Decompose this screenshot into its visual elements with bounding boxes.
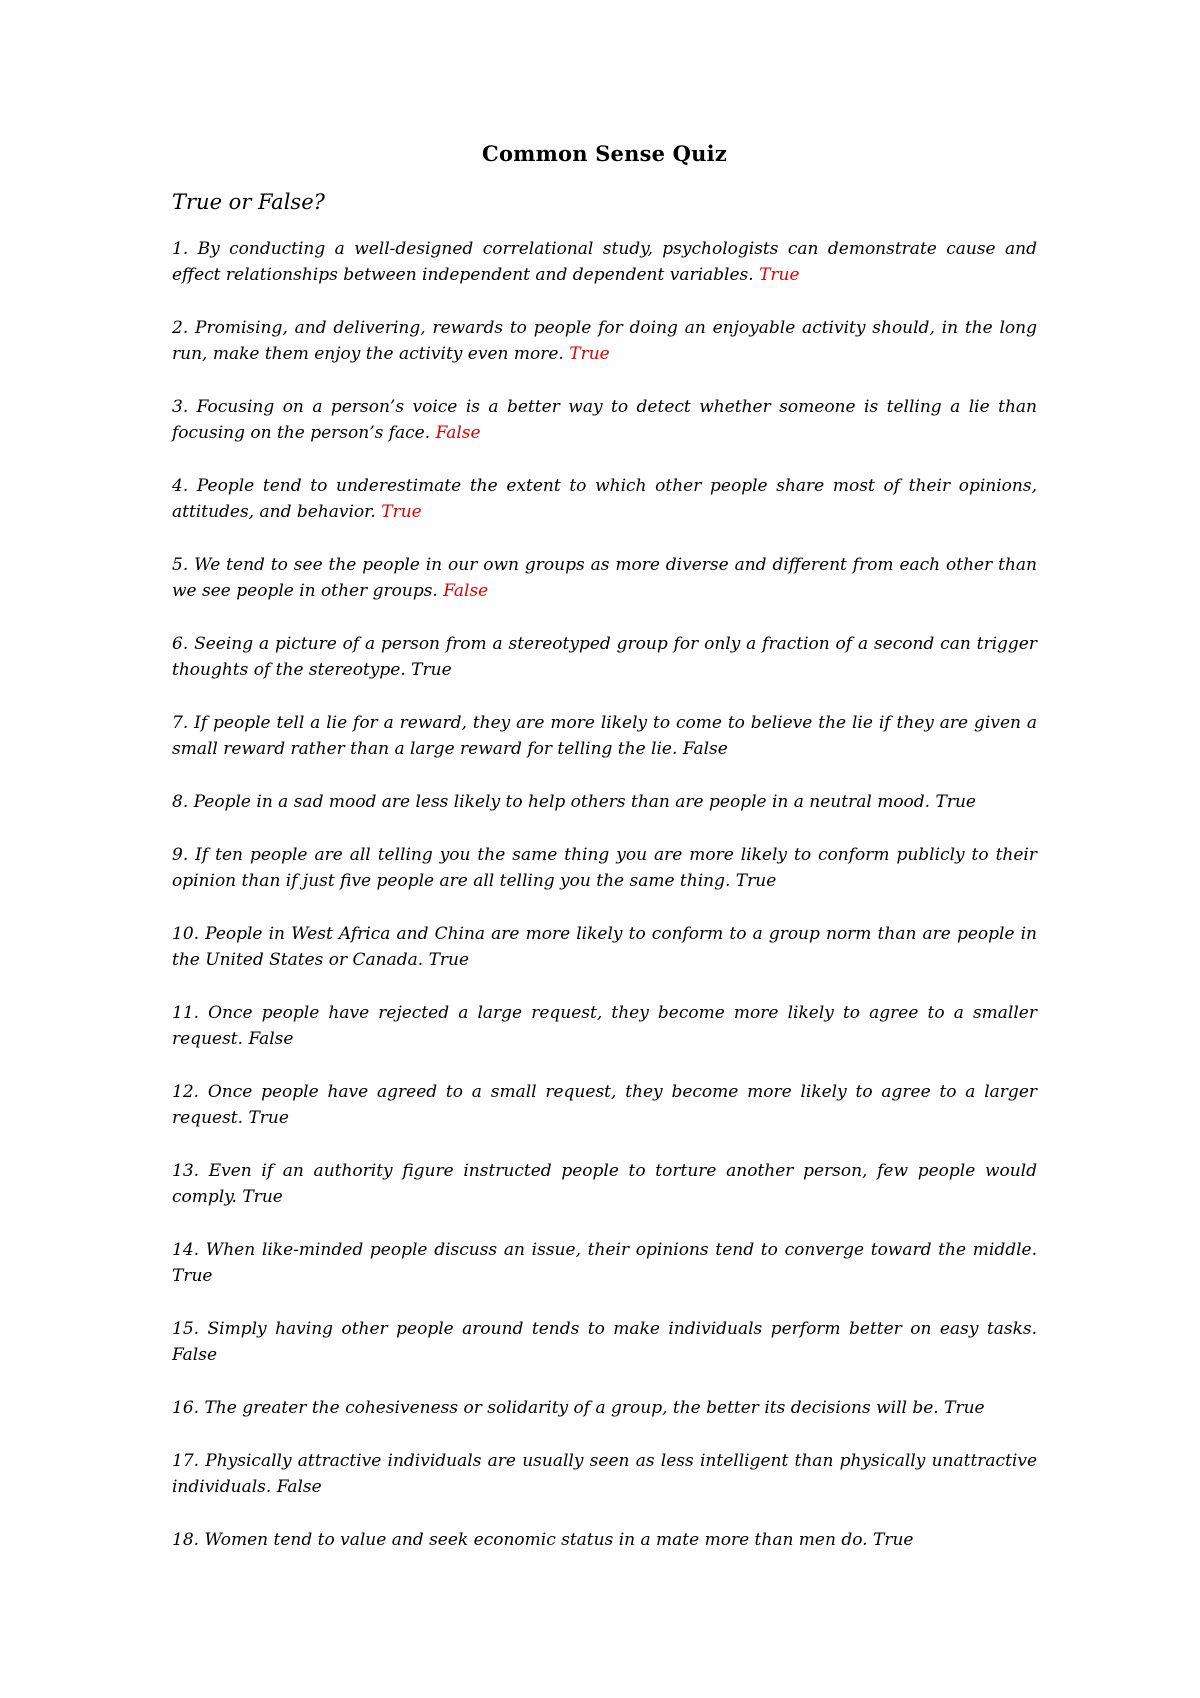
question-item [172, 1316, 1037, 1368]
question-item [172, 921, 1037, 973]
answer-label: True [759, 265, 800, 285]
answer-label: False [248, 1029, 294, 1049]
question-text: 8. People in a sad mood are less likely to help others than are people in a neutral mood. [172, 792, 931, 812]
question-text: 17. Physically attractive individuals are usually seen as less intelligent than physically unattractive individuals. [172, 1451, 1037, 1497]
page-title: Common Sense Quiz [482, 141, 727, 166]
answer-label: True [428, 950, 470, 970]
answer-label: True [944, 1398, 985, 1418]
answer-label: True [242, 1187, 283, 1207]
question-item [172, 236, 1037, 288]
question-text: 12. Once people have agreed to a small request, they become more likely to agree to a larger request. [172, 1082, 1037, 1128]
question-text: 9. If ten people are all telling you the same thing you are more likely to conform publicly to their opinion than if just five people are all telling you the same thing. [172, 845, 1037, 891]
question-item [172, 552, 1037, 604]
question-item [172, 1000, 1037, 1052]
question-item [172, 473, 1037, 525]
question-item [172, 315, 1037, 367]
question-text: 6. Seeing a picture of a person from a stereotyped group for only a fraction of a second can trigger thoughts of the stereotype. [172, 634, 1037, 680]
question-text: 13. Even if an authority figure instructed people to torture another person, few people would comply. [172, 1161, 1037, 1207]
question-text: 10. People in West Africa and China are more likely to conform to a group norm than are people in the United States or Canada. [172, 924, 1037, 970]
answer-label: True [872, 1530, 914, 1550]
question-item [172, 1237, 1037, 1289]
answer-label: True [248, 1108, 289, 1128]
question-item [172, 631, 1037, 683]
question-text: 18. Women tend to value and seek economic status in a mate more than men do. [172, 1530, 868, 1550]
question-text: 7. If people tell a lie for a reward, they are more likely to come to believe the lie if they are given a small reward rather than a large reward for telling the lie. [172, 713, 1037, 759]
question-item [172, 1158, 1037, 1210]
question-item [172, 789, 1037, 815]
quiz-instructions: True or False? [172, 190, 325, 214]
answer-label: True [411, 660, 452, 680]
question-item [172, 1079, 1037, 1131]
answer-label: True [935, 792, 976, 812]
question-list [172, 236, 1037, 1553]
question-item [172, 394, 1037, 446]
question-text: 15. Simply having other people around tends to make individuals perform better on easy tasks. [172, 1319, 1037, 1339]
question-item [172, 1527, 1037, 1553]
question-item [172, 1395, 1037, 1421]
question-text: 11. Once people have rejected a large request, they become more likely to agree to a smaller request. [172, 1003, 1037, 1049]
answer-label: False [172, 1345, 217, 1365]
question-text: 3. Focusing on a person’s voice is a better way to detect whether someone is telling a lie than focusing on the person’s face. [172, 397, 1037, 443]
question-item [172, 842, 1037, 894]
answer-label: False [443, 581, 489, 601]
question-text: 4. People tend to underestimate the extent to which other people share most of their opinions, attitudes, and behavior. [172, 476, 1037, 522]
answer-label: True [735, 871, 777, 891]
question-text: 1. By conducting a well-designed correlational study, psychologists can demonstrate cause and effect relationships between independent and dependent variables. [172, 239, 1037, 285]
answer-label: False [276, 1477, 322, 1497]
question-text: 2. Promising, and delivering, rewards to people for doing an enjoyable activity should, in the long run, make them enjoy the activity even more. [172, 318, 1037, 364]
question-text: 16. The greater the cohesiveness or solidarity of a group, the better its decisions will be. [172, 1398, 939, 1418]
answer-label: True [569, 344, 610, 364]
question-item [172, 710, 1037, 762]
question-item [172, 1448, 1037, 1500]
answer-label: True [172, 1266, 213, 1286]
question-text: 14. When like-minded people discuss an issue, their opinions tend to converge toward the middle. [172, 1240, 1037, 1260]
answer-label: False [435, 423, 481, 443]
answer-label: True [381, 502, 422, 522]
answer-label: False [682, 739, 728, 759]
question-text: 5. We tend to see the people in our own groups as more diverse and different from each other than we see people in other groups. [172, 555, 1037, 601]
